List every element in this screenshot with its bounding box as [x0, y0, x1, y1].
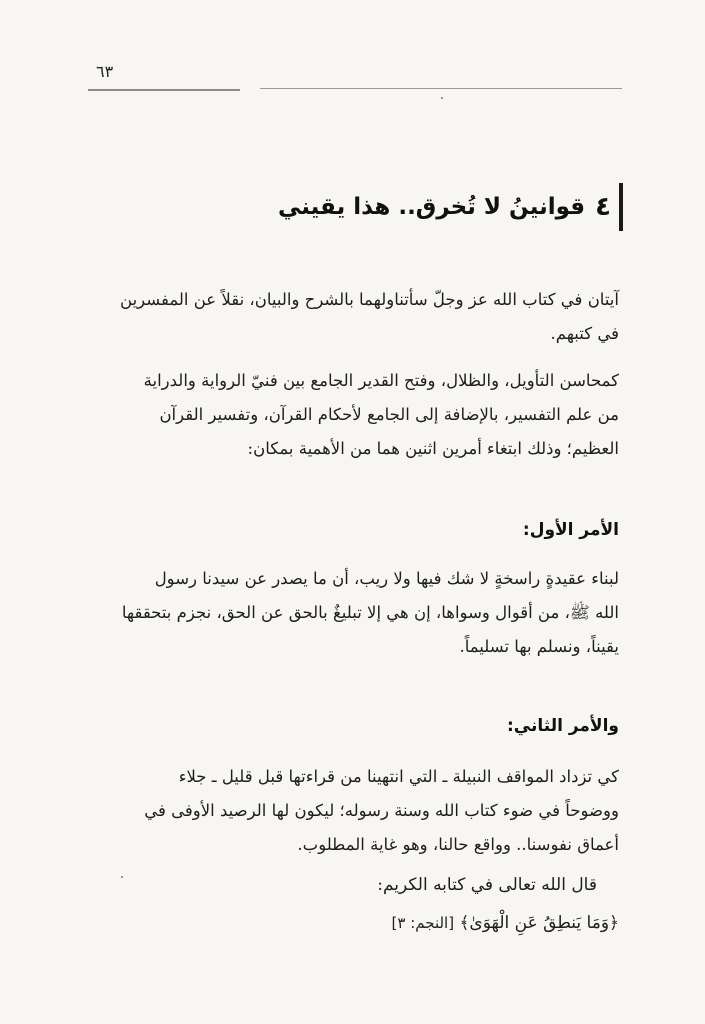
paragraph-line: من علم التفسير، بالإضافة إلى الجامع لأحكام القرآن، وتفسير القرآن [159, 405, 619, 424]
paragraph-line: كمحاسن التأويل، والظلال، وفتح القدير الجامع بين فنيّ الرواية والدراية [143, 371, 619, 390]
paragraph-line: آيتان في كتاب الله عز وجلّ سأتناولهما بالشرح والبيان، نقلاً عن المفسرين [120, 290, 619, 309]
paper-speck [441, 97, 443, 99]
heading-title: قوانينُ لا تُخرق.. هذا يقيني [277, 194, 586, 220]
verse-text: ﴿وَمَا يَنطِقُ عَنِ الْهَوَىٰ﴾ [459, 913, 619, 933]
page-number: ٦٣ [96, 62, 114, 81]
paper-speck [121, 876, 123, 878]
header-rule-left [88, 89, 240, 91]
header-rule-right [260, 88, 622, 89]
sources-paragraph [79, 364, 619, 466]
paragraph-line: كي تزداد المواقف النبيلة ـ التي انتهينا من قراءتها قبل قليل ـ جلاء [178, 767, 619, 786]
paragraph-line: في كتبهم. [550, 324, 619, 343]
heading-number: ٤ [595, 192, 611, 222]
paragraph-line: أعماق نفوسنا.. وواقع حالنا، وهو غاية المطلوب. [297, 835, 619, 854]
paragraph-line: العظيم؛ وذلك ابتغاء أمرين اثنين هما من الأهمية بمكان: [247, 439, 619, 458]
chapter-heading [278, 182, 623, 232]
quote-intro: قال الله تعالى في كتابه الكريم: [377, 875, 597, 895]
intro-paragraph [79, 283, 619, 351]
first-matter-title: الأمر الأول: [522, 520, 619, 540]
first-matter-paragraph [79, 562, 619, 664]
heading-bar [619, 183, 623, 231]
second-matter-paragraph [79, 760, 619, 862]
quran-verse [392, 912, 619, 933]
second-matter-title: والأمر الثاني: [507, 716, 619, 736]
paragraph-line: ووضوحاً في ضوء كتاب الله وسنة رسوله؛ ليكون لها الرصيد الأوفى في [144, 801, 619, 820]
paragraph-line: لبناء عقيدةٍ راسخةٍ لا شك فيها ولا ريب، أن ما يصدر عن سيدنا رسول [154, 569, 619, 588]
paragraph-line: يقيناً، ونسلم بها تسليماً. [459, 637, 619, 656]
paragraph-line: الله ﷺ، من أقوال وسواها، إن هي إلا تبليغٌ بالحق عن الحق، نجزم بتحققها [121, 603, 619, 622]
verse-reference: [النجم: ٣] [391, 914, 455, 932]
